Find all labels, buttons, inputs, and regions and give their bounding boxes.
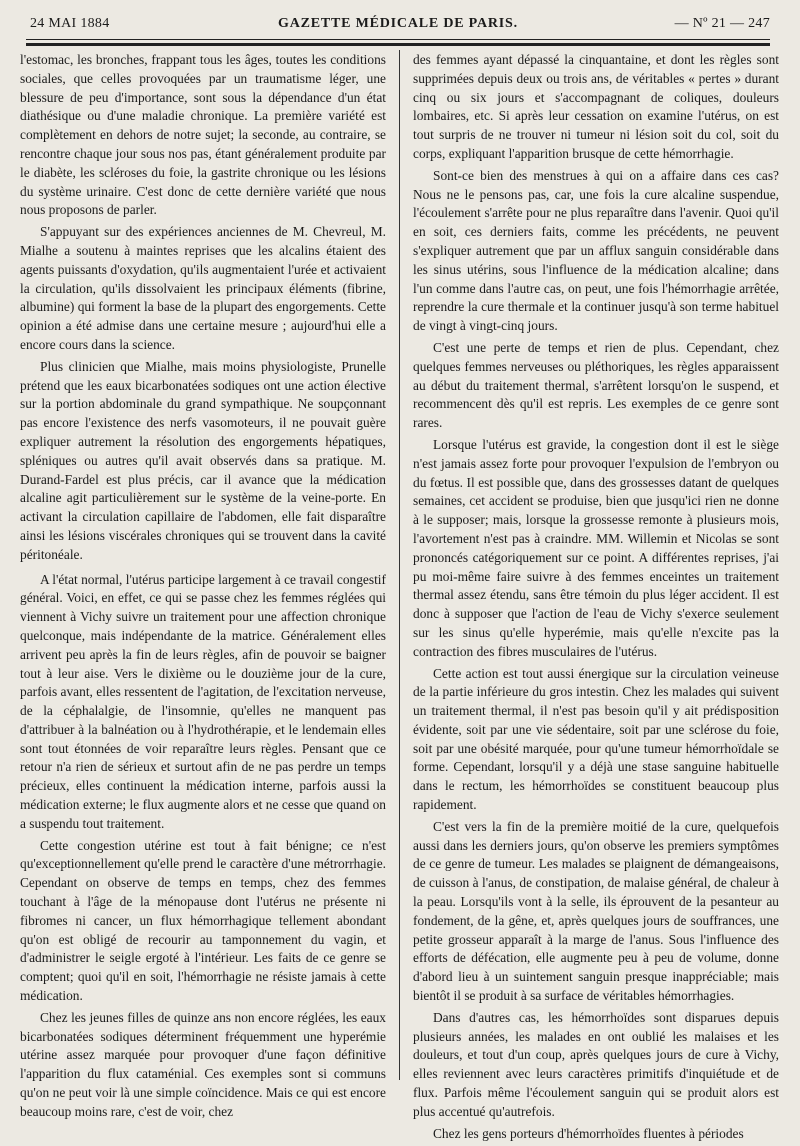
paragraph: l'estomac, les bronches, frappant tous les âges, toutes les conditions sociales, que celles provoquées par un traumatisme léger, une blessure de peu d'importance, sont sous la dépendance d'un état diathésique ou d'une maladie chronique. La première variété est complètement en dehors de notre sujet; la seconde, au contraire, se rencontre chaque jour sous nos pas, étant généralement produite par le diabète, les scléroses du foie, la gastrite chronique ou les lésions du système urinaire. C'est donc de cette dernière variété que nous nous proposons de parler. bbox=[20, 52, 386, 218]
page-header bbox=[26, 16, 770, 38]
column-divider bbox=[399, 50, 400, 1080]
paragraph: Lorsque l'utérus est gravide, la congestion dont il est le siège n'est jamais assez forte pour provoquer l'expulsion de l'embryon ou du fœtus. Il est possible que, dans des grossesses datant de quelques semaines, cet accident se produise, bien que jusqu'ici rien ne donne à le supposer; mais, lorsque la grossesse remonte à plusieurs mois, l'avortement n'est pas à craindre. MM. Willemin et Nicolas se sont prononcés catégoriquement sur ce point. A différentes reprises, j'ai pu moi-même faire suivre à des femmes enceintes un traitement thermal assez étendu, sans être témoin du plus léger accident. Il est donc à supposer que l'action de l'eau de Vichy s'exerce seulement sur les sinus qu'elle hyperémie, mais qu'elle n'excite pas la contraction des fibres musculaires de l'utérus. bbox=[413, 436, 779, 659]
right-column bbox=[413, 51, 779, 1146]
header-rule-thick bbox=[26, 43, 770, 46]
paragraph: Sont-ce bien des menstrues à qui on a affaire dans ces cas? Nous ne le pensons pas, car, une fois la cure alcaline suspendue, l'écoulement s'arrête pour ne plus reparaître dans l'avenir. Quoi qu'il en soit, ces derniers faits, comme les précédents, ne peuvent s'expliquer autrement que par un afflux sanguin considérable dans les sinus utérins, sous l'influence de la médication alcaline; dans l'un comme dans l'autre cas, on peut, une fois l'hémorrhagie arrêtée, reprendre la cure thermale et la continuer jusqu'à son terme habituel de vingt à vingt-cinq jours. bbox=[413, 167, 779, 334]
paragraph: A l'état normal, l'utérus participe largement à ce travail congestif général. Voici, en effet, ce qui se passe chez les femmes réglées qui viennent à Vichy suivre un traitement pour une affection chronique quelconque, mais indépendante de la matrice. Généralement elles arrivent peu après la fin de leurs règles, afin de pouvoir se baigner tout à leur aise. Vers le dixième ou le douzième jour de la cure, parfois avant, elles ressentent de l'agitation, de l'excitation nerveuse, de la céphalalgie, de l'insomnie, qu'elles ne manquent pas d'attribuer à la balnéation ou à l'hydrothérapie, et le lendemain elles sont tout étonnées de voir reparaître leurs règles. Pensant que ce retour n'a rien de sérieux et surtout afin de ne pas perdre un temps précieux, elles continuent la médication interne, parfois aussi la médication externe; le flux augmente alors et ne cesse que quand on a suspendu tout traitement. bbox=[20, 571, 386, 831]
header-rule-thin bbox=[26, 39, 770, 40]
paragraph: C'est une perte de temps et rien de plus. Cependant, chez quelques femmes nerveuses ou pléthoriques, les règles apparaissent au début du traitement thermal, s'arrêtent lorsqu'on le suspend, et recommencent dès qu'il est repris. Les exemples de ce genre sont rares. bbox=[413, 339, 779, 431]
paragraph: des femmes ayant dépassé la cinquantaine, et dont les règles sont supprimées depuis deux ou trois ans, de véritables « pertes » durant cinq ou six jours et s'accompagnant de coliques, douleurs lombaires, etc. Si après leur cessation on examine l'utérus, on est tout surpris de ne trouver ni tumeur ni lésion soit du col, soit du corps, expliquant l'apparition brusque de cette hémorrhagie. bbox=[413, 52, 779, 161]
header-issue-page: — Nº 21 — 247 bbox=[674, 16, 770, 31]
paragraph: Dans d'autres cas, les hémorrhoïdes sont disparues depuis plusieurs années, les malades en ont oublié les malaises et les douleurs, et tout d'un coup, après quelques jours de cure à Vichy, elles reviennent avec leurs caractères primitifs d'inquiétude et de flux. Parfois même l'écoulement sanguin qui se produit alors est plus accentué qu'autrefois. bbox=[413, 1009, 779, 1119]
paragraph: Cette congestion utérine est tout à fait bénigne; ce n'est qu'exceptionnellement qu'elle prend le caractère d'une métrorrhagie. Cependant on observe de temps en temps, chez des femmes touchant à l'âge de la ménopause dont l'utérus ne présente ni fibromes ni cancer, un flux hémorrhagique tellement abondant qu'on est obligé de recourir au tamponnement du vagin, et d'administrer le seigle ergoté à l'intérieur. Les faits de ce genre se comptent; quoi qu'il en soit, l'hémorrhagie ne résiste jamais à cette médication. bbox=[20, 837, 386, 1004]
paragraph: S'appuyant sur des expériences anciennes de M. Chevreul, M. Mialhe a soutenu à maintes reprises que les alcalins étaient des agents puissants d'oxydation, qu'ils augmentaient l'urée et activaient la circulation, qu'ils dissolvaient les principaux éléments (fibrine, albumine) qui forment la base de la plupart des engorgements. Cette opinion a été admise dans une certaine mesure ; aujourd'hui elle a encore cours dans la science. bbox=[20, 224, 386, 352]
left-column bbox=[20, 51, 386, 1125]
paragraph: C'est vers la fin de la première moitié de la cure, quelquefois aussi dans les derniers jours, qu'on observe les premiers symptômes de ce genre de tumeur. Les malades se plaignent de démangeaisons, de cuisson à l'anus, de constipation, de malaise général, de chaleur à la peau. Lorsqu'ils vont à la selle, ils éprouvent de la pesanteur au fondement, de la gêne, et, après quelques jours de souffrances, une petite grosseur apparaît à la marge de l'anus. Sous l'influence des efforts de défécation, elle augmente peu à peu de volume, donne d'abord lieu à un suintement sanguin presque inappréciable; mais bientôt il se produit à sa surface de véritables hémorrhagies. bbox=[413, 818, 779, 1004]
paragraph: Chez les gens porteurs d'hémorrhoïdes fluentes à périodes bbox=[433, 1125, 744, 1141]
paragraph: Cette action est tout aussi énergique sur la circulation veineuse de la partie inférieure du gros intestin. Chez les malades qui suivent un traitement thermal, il n'est pas besoin qu'il y ait prédisposition évidente, soit par une vie sédentaire, soit par une sclérose du foie, soit par une obésité marquée, pour qu'une tumeur hémorrhoïdale se forme. Cependant, lorsqu'il y a déjà une stase sanguine habituelle dans le rectum, les hémorrhoïdes se constituent beaucoup plus rapidement. bbox=[413, 665, 779, 813]
header-date: 24 MAI 1884 bbox=[30, 16, 110, 31]
header-title: GAZETTE MÉDICALE DE PARIS. bbox=[278, 16, 518, 31]
paragraph: Plus clinicien que Mialhe, mais moins physiologiste, Prunelle prétend que les eaux bicarbonatées sodiques ont une action élective sur la portion abdominale du grand sympathique. Ne soupçonnant pas encore l'existence des nerfs vasomoteurs, il ne pouvait guère expliquer autrement la résolution des engorgements hépatiques, spléniques ou autres qu'il avait observés dans sa pratique. M. Durand-Fardel est plus précis, car il avance que la médication alcaline agit particulièrement sur le système de la veine-porte. En activant la circulation capillaire de l'abdomen, elle fait disparaître ainsi les lésions viscérales chroniques qui se trouvent dans la cavité péritonéale. bbox=[20, 358, 386, 562]
paragraph: Chez les jeunes filles de quinze ans non encore réglées, les eaux bicarbonatées sodiques déterminent fréquemment une hyperémie utérine assez marquée pour provoquer d'une façon définitive l'apparition du flux cataménial. Ces exemples sont si communs qu'on ne peut voir là une simple coïncidence. Mais ce qui est encore beaucoup moins rare, c'est de voir, chez bbox=[20, 1009, 386, 1119]
